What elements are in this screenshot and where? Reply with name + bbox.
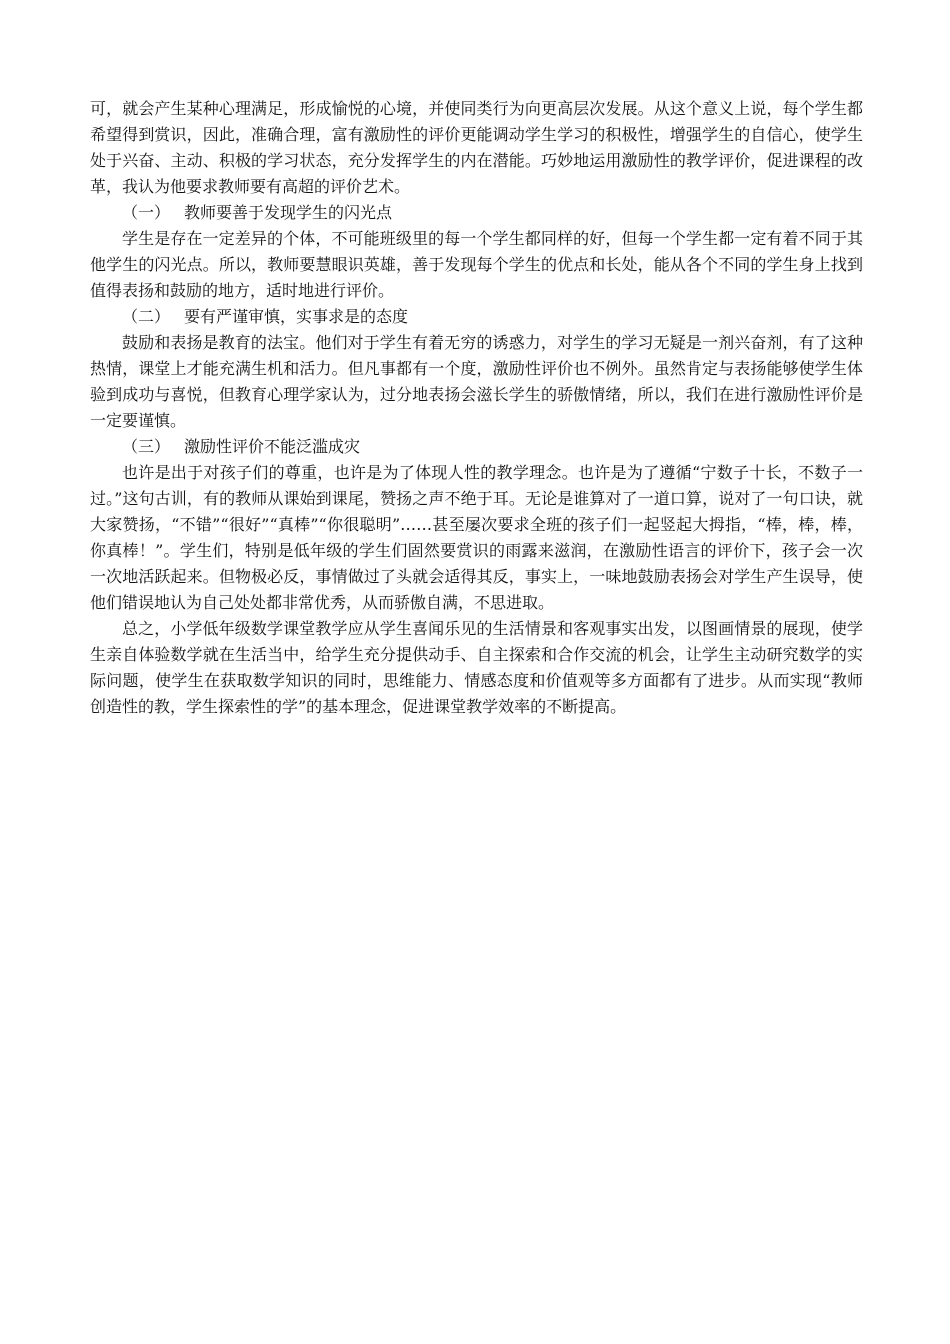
paragraph-conclusion: 总之，小学低年级数学课堂教学应从学生喜闻乐见的生活情景和客观事实出发，以图画情景的展现，使学生亲自体验数学就在生活当中，给学生充分提供动手、自主探索和合作交流的机会，让学生主动研究数学的实际问题，使学生在获取数学知识的同时，思维能力、情感态度和价值观等多方面都有了进步。从而实现“教师创造性的教，学生探索性的学”的基本理念，促进课堂教学效率的不断提高。 bbox=[90, 619, 863, 716]
section-heading-1 bbox=[90, 200, 863, 226]
section-title: 要有严谨审慎，实事求是的态度 bbox=[184, 307, 409, 326]
paragraph-intro-continuation: 可，就会产生某种心理满足，形成愉悦的心境，并使同类行为向更高层次发展。从这个意义上说，每个学生都希望得到赏识，因此，准确合理，富有激励性的评价更能调动学生学习的积极性，增强学生的自信心，使学生处于兴奋、主动、积极的学习状态，充分发挥学生的内在潜能。巧妙地运用激励性的教学评价，促进课程的改革，我认为他要求教师要有高超的评价艺术。 bbox=[90, 99, 863, 196]
section-title: 教师要善于发现学生的闪光点 bbox=[184, 203, 393, 222]
section-number: （一） bbox=[122, 203, 171, 222]
paragraph-section-1: 学生是存在一定差异的个体，不可能班级里的每一个学生都同样的好，但每一个学生都一定有着不同于其他学生的闪光点。所以，教师要慧眼识英雄，善于发现每个学生的优点和长处，能从各个不同的学生身上找到值得表扬和鼓励的地方，适时地进行评价。 bbox=[90, 229, 863, 300]
document-page bbox=[90, 96, 863, 720]
section-number: （三） bbox=[122, 437, 171, 456]
section-title: 激励性评价不能泛滥成灾 bbox=[184, 437, 361, 456]
section-number: （二） bbox=[122, 307, 171, 326]
section-heading-3 bbox=[90, 434, 863, 460]
section-heading-2 bbox=[90, 304, 863, 330]
paragraph-section-3: 也许是出于对孩子们的尊重，也许是为了体现人性的教学理念。也许是为了遵循“宁数子十长，不数子一过。”这句古训，有的教师从课始到课尾，赞扬之声不绝于耳。无论是谁算对了一道口算，说对了一句口诀，就大家赞扬，“不错”“很好”“真棒”“你很聪明”……甚至屡次要求全班的孩子们一起竖起大拇指，“棒，棒，棒，你真棒！”。学生们，特别是低年级的学生们固然要赏识的雨露来滋润，在激励性语言的评价下，孩子会一次一次地活跃起来。但物极必反，事情做过了头就会适得其反，事实上，一味地鼓励表扬会对学生产生误导，使他们错误地认为自己处处都非常优秀，从而骄傲自满，不思进取。 bbox=[90, 463, 863, 612]
paragraph-section-2: 鼓励和表扬是教育的法宝。他们对于学生有着无穷的诱惑力，对学生的学习无疑是一剂兴奋剂，有了这种热情，课堂上才能充满生机和活力。但凡事都有一个度，激励性评价也不例外。虽然肯定与表扬能够使学生体验到成功与喜悦，但教育心理学家认为，过分地表扬会滋长学生的骄傲情绪，所以，我们在进行激励性评价是一定要谨慎。 bbox=[90, 333, 863, 430]
